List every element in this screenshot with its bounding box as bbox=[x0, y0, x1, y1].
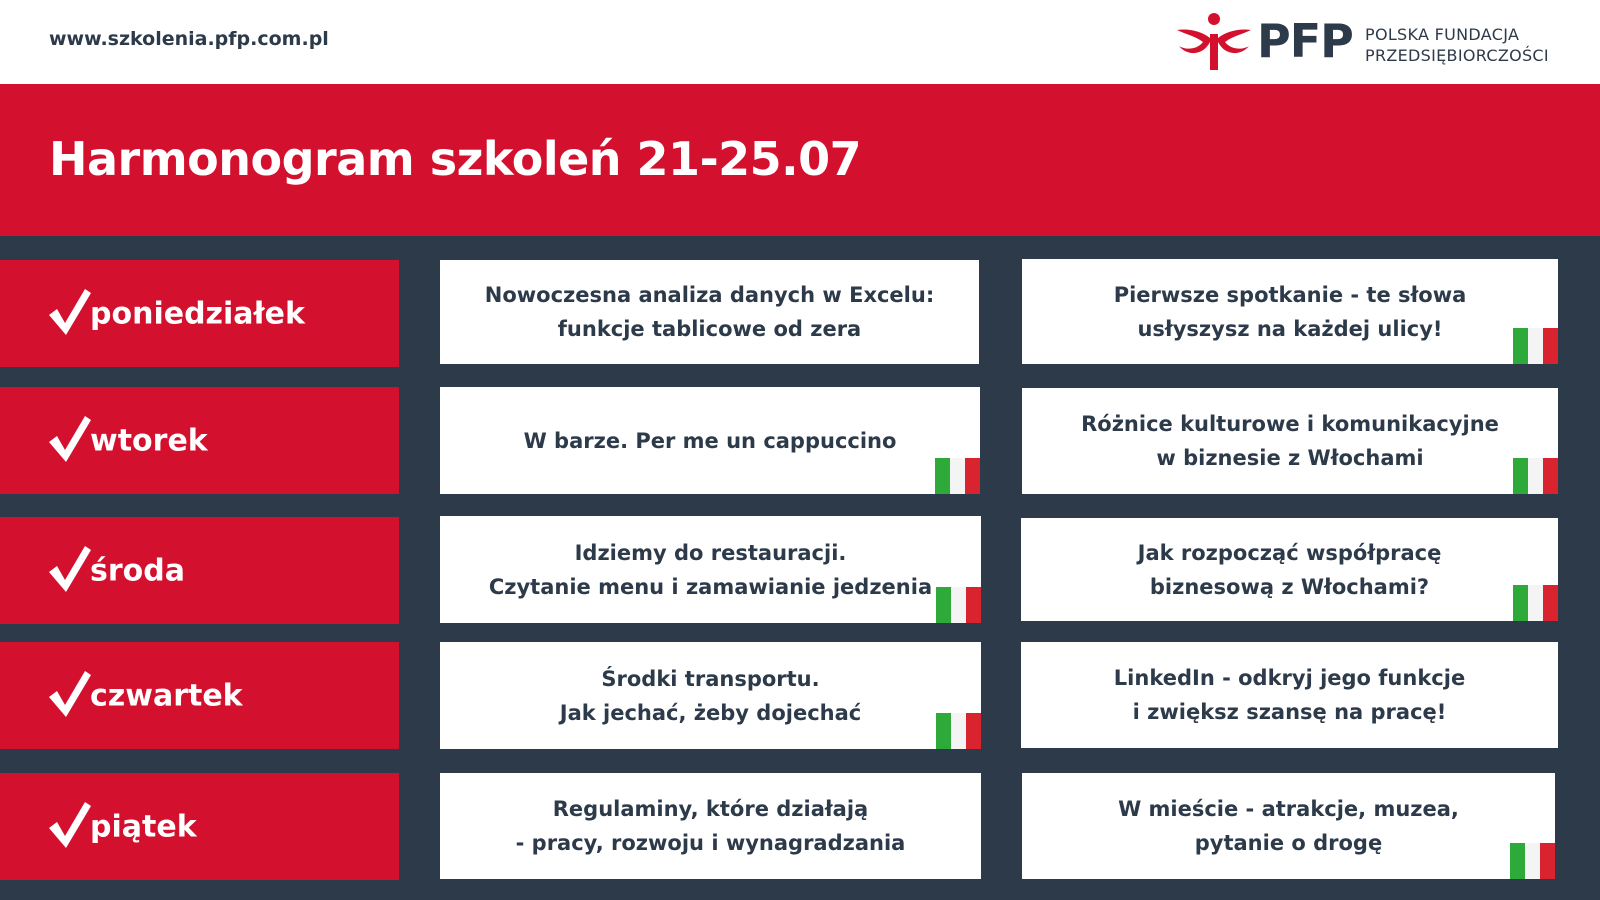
session-card bbox=[440, 516, 981, 623]
day-label: środa bbox=[90, 553, 185, 588]
session-card bbox=[1022, 388, 1558, 494]
session-card bbox=[440, 773, 981, 879]
session-title: Idziemy do restauracji. Czytanie menu i zamawianie jedzenia bbox=[488, 540, 933, 599]
session-card bbox=[1021, 642, 1558, 748]
day-label: piątek bbox=[90, 809, 197, 844]
session-card bbox=[1021, 518, 1558, 621]
page-title: Harmonogram szkoleń 21-25.07 bbox=[49, 132, 862, 186]
top-bar bbox=[0, 0, 1600, 84]
day-label: wtorek bbox=[90, 423, 208, 458]
day-wednesday bbox=[0, 517, 399, 624]
pfp-logo-symbol-icon bbox=[1175, 12, 1255, 70]
session-card bbox=[440, 260, 979, 364]
session-title: Środki transportu. Jak jechać, żeby dojechać bbox=[559, 666, 862, 725]
day-thursday bbox=[0, 642, 399, 749]
session-title: Pierwsze spotkanie - te słowa usłyszysz na każdej ulicy! bbox=[1113, 282, 1467, 341]
site-url[interactable]: www.szkolenia.pfp.com.pl bbox=[49, 28, 329, 50]
session-title: Nowoczesna analiza danych w Excelu: funkcje tablicowe od zera bbox=[484, 283, 935, 341]
day-label: poniedziałek bbox=[90, 296, 305, 331]
session-card bbox=[440, 387, 980, 494]
session-card bbox=[1022, 259, 1558, 364]
checkmark-icon bbox=[47, 287, 93, 337]
italy-flag-icon bbox=[1510, 843, 1555, 879]
italy-flag-icon bbox=[1513, 585, 1558, 621]
organization-name bbox=[1365, 24, 1549, 66]
session-title: LinkedIn - odkryj jego funkcje i zwiększ szansę na pracę! bbox=[1113, 666, 1466, 724]
italy-flag-icon bbox=[936, 587, 981, 623]
day-monday bbox=[0, 260, 399, 367]
session-title: W mieście - atrakcje, muzea, pytanie o drogę bbox=[1118, 797, 1459, 855]
pfp-logo bbox=[1175, 12, 1575, 72]
checkmark-icon bbox=[47, 544, 93, 594]
session-title: Różnice kulturowe i komunikacyjne w biznesie z Włochami bbox=[1081, 412, 1499, 470]
pfp-logo-text: PFP bbox=[1257, 14, 1353, 68]
session-card bbox=[440, 642, 981, 749]
title-banner bbox=[0, 84, 1600, 236]
checkmark-icon bbox=[47, 669, 93, 719]
day-tuesday bbox=[0, 387, 399, 494]
organization-name-line2: PRZEDSIĘBIORCZOŚCI bbox=[1365, 46, 1549, 65]
session-title: Regulaminy, które działają - pracy, rozwoju i wynagradzania bbox=[515, 797, 906, 855]
italy-flag-icon bbox=[936, 713, 981, 749]
italy-flag-icon bbox=[1513, 458, 1558, 494]
italy-flag-icon bbox=[935, 458, 980, 494]
day-label: czwartek bbox=[90, 678, 243, 713]
day-friday bbox=[0, 773, 399, 880]
session-title: Jak rozpocząć współpracę biznesową z Włochami? bbox=[1137, 540, 1442, 599]
checkmark-icon bbox=[47, 414, 93, 464]
italy-flag-icon bbox=[1513, 328, 1558, 364]
organization-name-line1: POLSKA FUNDACJA bbox=[1365, 25, 1520, 44]
session-card bbox=[1022, 773, 1555, 879]
session-title: W barze. Per me un cappuccino bbox=[523, 428, 897, 453]
checkmark-icon bbox=[47, 800, 93, 850]
